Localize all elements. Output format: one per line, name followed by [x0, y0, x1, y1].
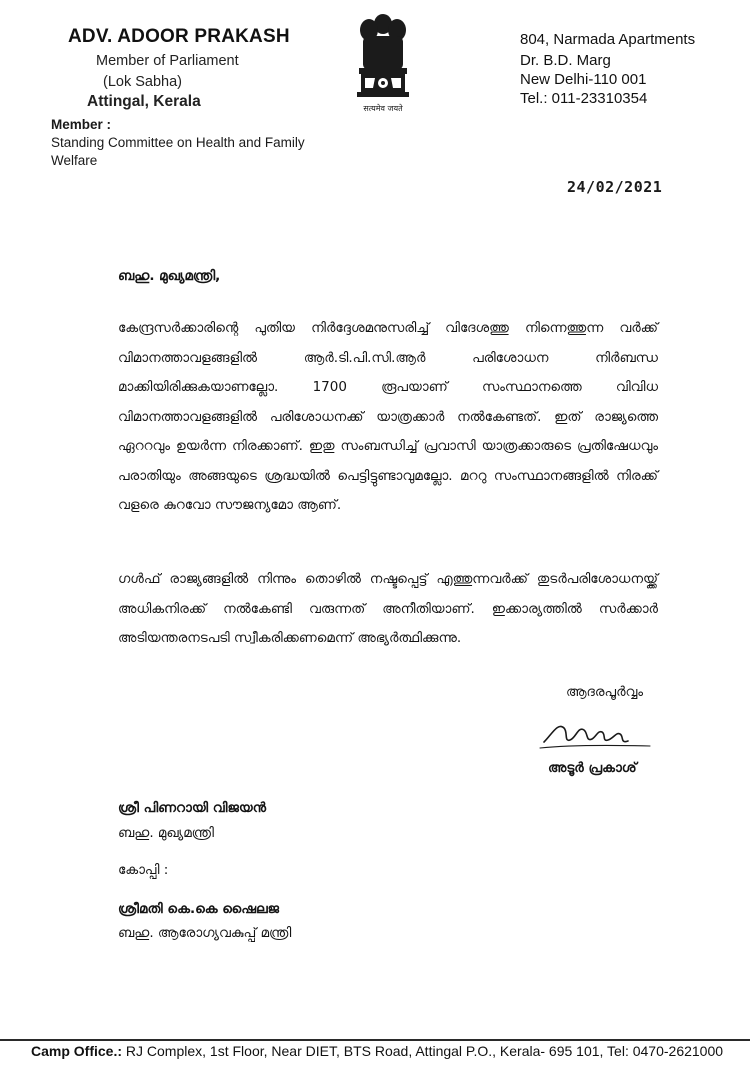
footer-address: RJ Complex, 1st Floor, Near DIET, BTS Road, Attingal P.O., Kerala- 695 101, Tel: 0470-2621000 — [122, 1043, 724, 1059]
sender-constituency: Attingal, Kerala — [87, 93, 201, 110]
copy-recipient-name: ശ്രീമതി കെ.കെ ഷൈലജ — [118, 901, 279, 917]
footer-label: Camp Office.: — [31, 1043, 123, 1059]
emblem-motto: सत्यमेव जयते — [363, 104, 403, 113]
sender-designation: Member of Parliament — [96, 53, 239, 69]
signer-name: അടൂർ പ്രകാശ് — [548, 760, 637, 776]
body-paragraph: കേന്ദ്രസർക്കാരിന്റെ പുതിയ നിർദ്ദേശമനുസരിച്ച് വിദേശത്തു നിന്നെത്തുന്ന വർക്ക് വിമാനത്താവളങ്ങളിൽ ആർ.ടി.പി.സി.ആർ പരിശോധന നിർബന്ധ മാക്കിയിരിക്കുകയാണല്ലോ. 1700 രൂപയാണ് സംസ്ഥാനത്തെ വിവിധ വിമാനത്താവളങ്ങളിൽ പരിശോധനക്ക് യാത്രക്കാർ നൽകേണ്ടത്. ഇത് രാജ്യത്തെ ഏററവും ഉയർന്ന നിരക്കാണ്. ഇതു സംബന്ധിച്ച് പ്രവാസി യാത്രക്കാരുടെ പ്രതിഷേധവും പരാതിയും അങ്ങയുടെ ശ്രദ്ധയിൽ പെട്ടിട്ടുണ്ടാവുമല്ലോ. മററു സംസ്ഥാനങ്ങളിൽ നിരക്ക് വളരെ കുറവോ സൗജന്യമോ ആണ്. — [118, 320, 658, 513]
member-label: Member : — [51, 117, 112, 132]
sender-name: ADV. ADOOR PRAKASH — [68, 26, 290, 47]
address-line: New Delhi-110 001 — [520, 71, 647, 88]
committee-name: Standing Committee on Health and Family Welfare — [51, 135, 305, 168]
recipient-name: ശ്രീ പിണറായി വിജയൻ — [118, 800, 267, 816]
letter-date: 24/02/2021 — [567, 178, 663, 196]
national-emblem-icon — [347, 10, 419, 118]
body-paragraph: ഗൾഫ് രാജ്യങ്ങളിൽ നിന്നും തൊഴിൽ നഷ്ടപ്പെട്ട് എത്തുന്നവർക്ക് തുടർപരിശോധനയ്ക്ക് അധികനിരക്ക് നൽകേണ്ടി വരുന്നത് അനീതിയാണ്. ഇക്കാര്യത്തിൽ സർക്കാർ അടിയന്തരനടപടി സ്വീകരിക്കണമെന്ന് അഭ്യർത്ഥിക്കുന്നു. — [118, 571, 658, 646]
signature — [538, 712, 658, 756]
footer-divider — [0, 1039, 750, 1041]
address-line: Dr. B.D. Marg — [520, 52, 611, 69]
address-line: 804, Narmada Apartments — [520, 31, 696, 48]
recipient-title: ബഹു. മുഖ്യമന്ത്രി — [118, 825, 214, 841]
copy-recipient-title: ബഹു. ആരോഗ്യവകുപ്പ് മന്ത്രി — [118, 925, 292, 941]
telephone: Tel.: 011-23310354 — [520, 90, 648, 107]
closing: ആദരപൂർവ്വം — [566, 684, 644, 700]
camp-office-footer — [31, 1043, 723, 1059]
salutation: ബഹു. മുഖ്യമന്ത്രി, — [118, 268, 221, 284]
copy-label: കോപ്പി : — [118, 862, 169, 878]
sender-house: (Lok Sabha) — [103, 74, 182, 90]
